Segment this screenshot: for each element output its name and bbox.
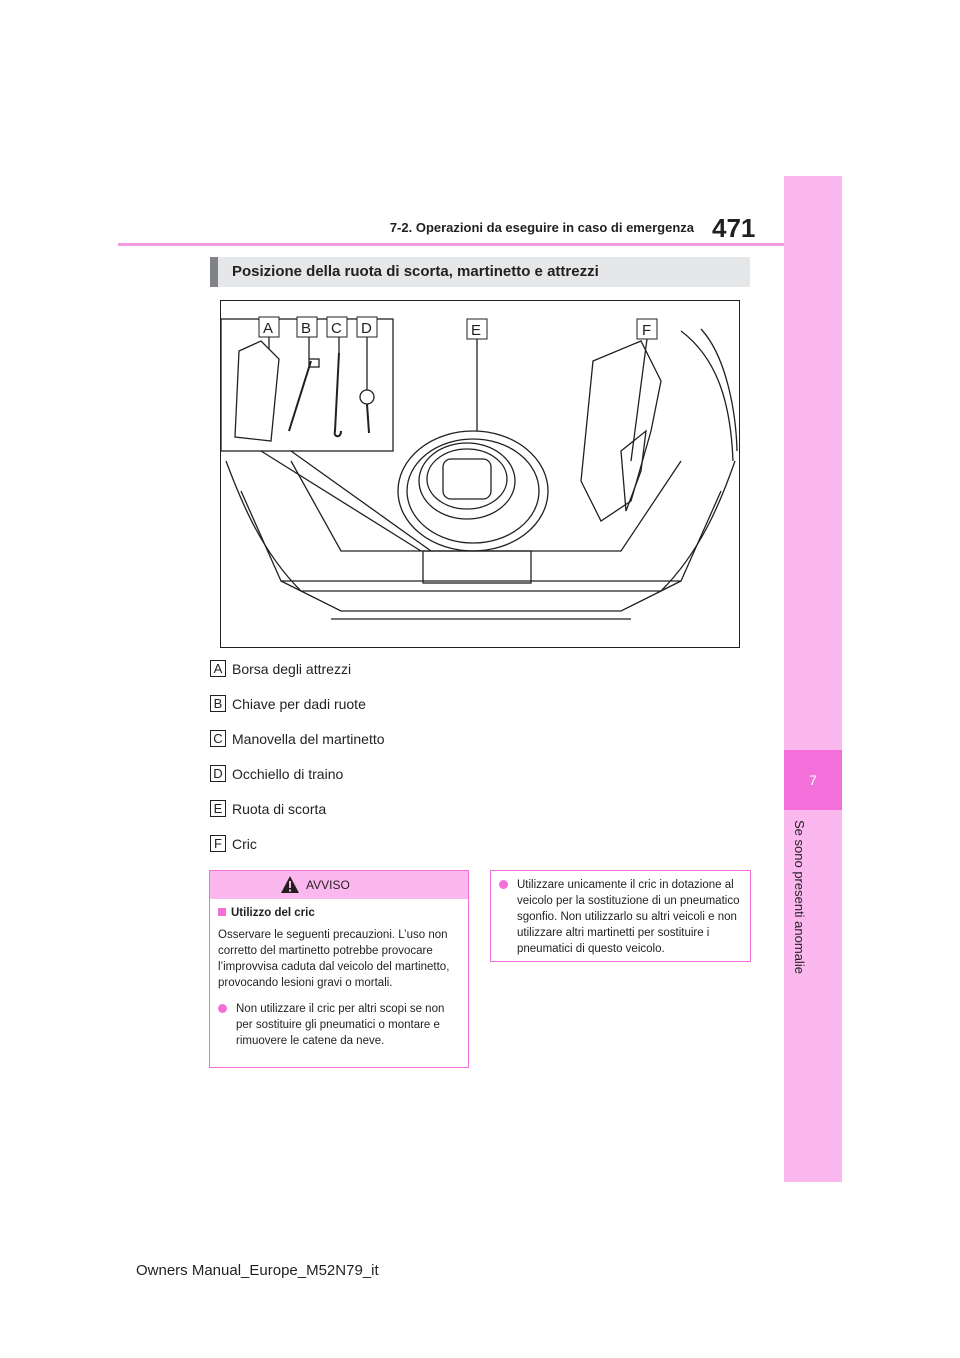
spare-wheel-hub xyxy=(427,449,507,509)
page-number: 471 xyxy=(712,213,756,243)
callout-d: D xyxy=(361,320,372,337)
inset-pointer-1 xyxy=(261,451,421,551)
callout-a: A xyxy=(263,320,274,337)
callout-b: B xyxy=(301,320,312,337)
header-divider xyxy=(118,243,784,246)
legend-label: Chiave per dadi ruote xyxy=(232,696,366,712)
trunk-opening xyxy=(241,491,721,581)
section-title-bar xyxy=(210,257,750,287)
warning-box xyxy=(209,870,469,1068)
spare-tire-inner xyxy=(407,439,539,543)
warning-bullet xyxy=(218,1001,460,1049)
warning-paragraph: Osservare le seguenti precauzioni. L’uso non corretto del martinetto potrebbe provocare l’improvvisa caduta dal veicolo del martinetto, provocando lesioni gravi o mortali. xyxy=(218,929,450,989)
legend-label: Cric xyxy=(232,836,257,852)
warning-triangle-icon xyxy=(280,875,300,894)
footer-doc-id: Owners Manual_Europe_M52N79_it xyxy=(136,1262,379,1279)
legend-label: Manovella del martinetto xyxy=(232,731,385,747)
warning-bullet-text: Utilizzare unicamente il cric in dotazione al veicolo per la sostituzione di un pneumatico sgonfio. Non utilizzarlo su altri veicoli e non utilizzare altri martinetti per sostituire i pneumatici di questo veicolo. xyxy=(517,879,740,955)
chapter-number: 7 xyxy=(784,750,842,810)
legend-letter: C xyxy=(210,730,226,747)
chapter-title: Se sono presenti anomalie xyxy=(792,820,807,974)
bullet-dot-icon xyxy=(499,880,508,889)
warning-subheading-row xyxy=(218,905,460,921)
tool-bag-floor xyxy=(423,551,531,583)
chapter-title-vertical xyxy=(790,820,830,1060)
warning-continuation-box xyxy=(490,870,751,962)
square-bullet-icon xyxy=(218,908,226,916)
rear-pillar xyxy=(681,331,733,461)
legend-letter: F xyxy=(210,835,226,852)
legend-letter: A xyxy=(210,660,226,677)
warning-bullet-text: Non utilizzare il cric per altri scopi se non per sostituire gli pneumatici o montare e rimuovere le catene da neve. xyxy=(236,1003,445,1047)
trunk-illustration-svg xyxy=(221,301,739,647)
inset-pointer-2 xyxy=(291,451,431,551)
warning-subheading: Utilizzo del cric xyxy=(231,907,315,919)
header-section-title: 7-2. Operazioni da eseguire in caso di emergenza xyxy=(389,220,694,235)
warning-body xyxy=(210,899,468,1049)
callout-f: F xyxy=(642,322,652,339)
warning-header xyxy=(210,871,468,899)
rear-pillar-outer xyxy=(701,329,737,451)
legend-label: Occhiello di traino xyxy=(232,766,344,782)
spare-wheel-rim xyxy=(419,443,515,519)
jack-compartment xyxy=(581,341,661,521)
warning-bullet xyxy=(499,877,742,957)
bullet-dot-icon xyxy=(218,1004,227,1013)
trunk-illustration xyxy=(220,300,740,648)
section-title: Posizione della ruota di scorta, martinetto e attrezzi xyxy=(232,263,599,280)
legend-letter: B xyxy=(210,695,226,712)
warning-heading: AVVISO xyxy=(306,878,350,892)
callout-e: E xyxy=(471,322,482,339)
callout-c: C xyxy=(331,320,342,337)
legend-letter: E xyxy=(210,800,226,817)
spare-wheel-center xyxy=(443,459,491,499)
legend-label: Borsa degli attrezzi xyxy=(232,661,352,677)
legend-label: Ruota di scorta xyxy=(232,801,327,817)
bumper-line xyxy=(281,581,681,611)
legend-letter: D xyxy=(210,765,226,782)
